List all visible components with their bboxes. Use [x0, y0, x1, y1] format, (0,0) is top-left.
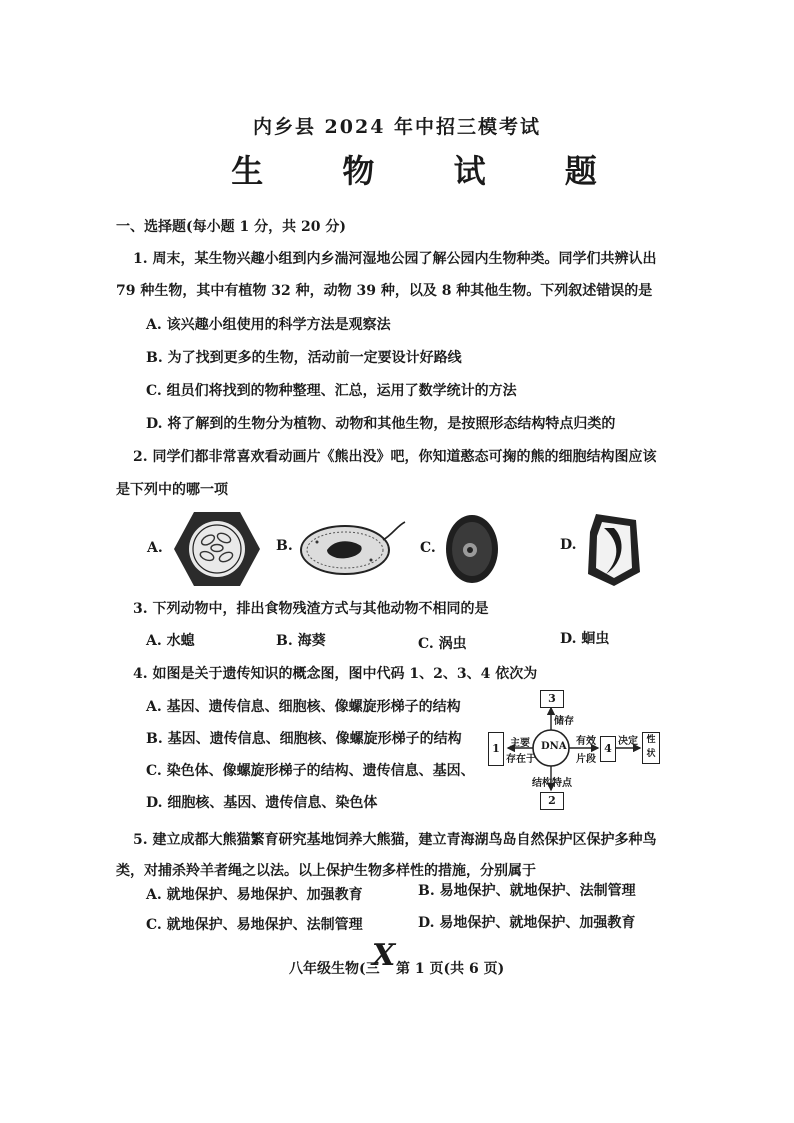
- q3-stem: 3. 下列动物中，排出食物残渣方式与其他动物不相同的是: [133, 601, 489, 617]
- q5-option-b: B. 易地保护、就地保护、法制管理: [418, 883, 636, 899]
- q2-option-a-label: A.: [147, 540, 163, 556]
- q5-stem-line1: 5. 建立成都大熊猫繁育研究基地饲养大熊猫，建立青海湖鸟岛自然保护区保护多种鸟: [133, 832, 657, 848]
- q1-stem-line2: 79 种生物，其中有植物 32 种，动物 39 种，以及 8 种其他生物。下列叙述错误的是: [116, 283, 653, 299]
- q5-option-c: C. 就地保护、易地保护、法制管理: [146, 917, 363, 933]
- q5-option-a: A. 就地保护、易地保护、加强教育: [146, 887, 363, 903]
- q1-option-d: D. 将了解到的生物分为植物、动物和其他生物，是按照形态结构特点归类的: [146, 416, 616, 432]
- diagram-label-effective: 有效: [576, 736, 596, 747]
- q3-option-b: B. 海葵: [276, 633, 326, 649]
- footer-page-number: 第 1 页(共 6 页): [396, 961, 505, 977]
- q2-stem-line1: 2. 同学们都非常喜欢看动画片《熊出没》吧，你知道憨态可掬的熊的细胞结构图应该: [133, 449, 657, 465]
- q4-option-b: B. 基因、遗传信息、细胞核、像螺旋形梯子的结构: [146, 731, 462, 747]
- diagram-box-1: 1: [488, 732, 504, 766]
- diagram-box-traits: 性状: [642, 732, 660, 764]
- diagram-box-4: 4: [600, 736, 616, 762]
- q5-option-d: D. 易地保护、就地保护、加强教育: [418, 915, 636, 931]
- q1-option-c: C. 组员们将找到的物种整理、汇总，运用了数学统计的方法: [146, 383, 517, 399]
- footer-mark: X: [372, 938, 396, 973]
- diagram-box-2: 2: [540, 792, 564, 810]
- diagram-label-mainly: 主要: [510, 738, 530, 749]
- q3-option-d: D. 蛔虫: [560, 631, 610, 647]
- q2-option-c-label: C.: [420, 540, 436, 556]
- q2-option-d-label: D.: [560, 537, 577, 553]
- diagram-label-decide: 决定: [618, 736, 638, 747]
- q1-option-a: A. 该兴趣小组使用的科学方法是观察法: [146, 317, 391, 333]
- q2-stem-line2: 是下列中的哪一项: [116, 482, 228, 498]
- subject-title: 生 物 试 题: [231, 152, 631, 190]
- q1-stem-line1: 1. 周末，某生物兴趣小组到内乡湍河湿地公园了解公园内生物种类。同学们共辨认出: [133, 251, 657, 267]
- section-heading: 一、选择题(每小题 1 分，共 20 分): [116, 219, 346, 235]
- q5-stem-line2: 类，对捕杀羚羊者绳之以法。以上保护生物多样性的措施，分别属于: [116, 863, 536, 879]
- q4-option-c: C. 染色体、像螺旋形梯子的结构、遗传信息、基因、: [146, 763, 475, 779]
- cell-image-a: [172, 510, 262, 588]
- q4-option-d: D. 细胞核、基因、遗传信息、染色体: [146, 795, 378, 811]
- q4-option-a: A. 基因、遗传信息、细胞核、像螺旋形梯子的结构: [146, 699, 461, 715]
- exam-title: 内乡县 2024 年中招三模考试: [252, 116, 542, 138]
- diagram-label-structure: 结构特点: [532, 778, 572, 789]
- diagram-label-exist: 存在于: [506, 754, 536, 765]
- q2-option-b-label: B.: [276, 538, 293, 554]
- q1-option-b: B. 为了找到更多的生物，活动前一定要设计好路线: [146, 350, 462, 366]
- genetics-concept-diagram: [484, 686, 674, 812]
- diagram-label-store: 储存: [554, 716, 574, 727]
- q3-option-a: A. 水螅: [146, 633, 195, 649]
- cell-image-b: [297, 512, 409, 580]
- q4-stem: 4. 如图是关于遗传知识的概念图，图中代码 1、2、3、4 依次为: [133, 666, 538, 682]
- cell-image-c: [443, 512, 501, 586]
- footer-grade-subject: 八年级生物(三: [289, 961, 380, 977]
- diagram-dna-label: DNA: [541, 741, 567, 752]
- cell-image-d: [584, 510, 644, 588]
- diagram-box-3: 3: [540, 690, 564, 708]
- q3-option-c: C. 涡虫: [418, 636, 467, 652]
- diagram-label-segment: 片段: [576, 754, 596, 765]
